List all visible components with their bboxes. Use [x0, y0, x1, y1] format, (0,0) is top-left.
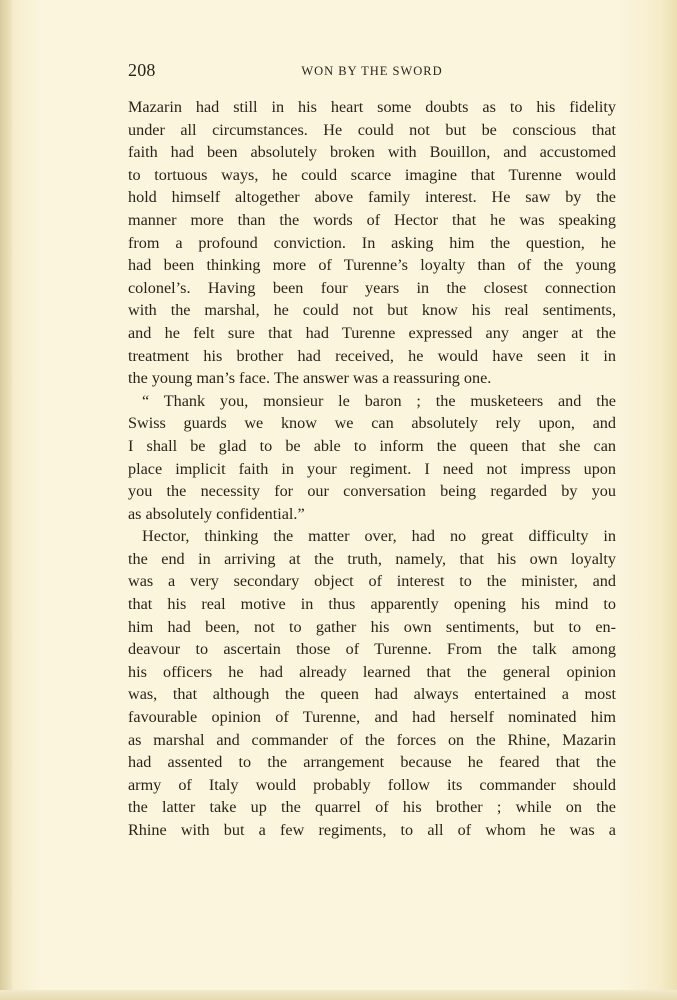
page-binding-edge [0, 0, 12, 1000]
text-line: favourable opinion of Turenne, and had herself nominated him [128, 708, 616, 727]
text-line: the latter take up the quarrel of his brother ; while on the [128, 798, 616, 817]
text-line: was, that although the queen had always entertained a most [128, 685, 616, 704]
text-line: hold himself altogether above family interest. He saw by the [128, 188, 616, 207]
text-line: under all circumstances. He could not but be conscious that [128, 120, 616, 139]
text-line: army of Italy would probably follow its commander should [128, 775, 616, 794]
text-line: Hector, thinking the matter over, had no great difficulty in [142, 527, 616, 546]
text-line: the end in arriving at the truth, namely, that his own loyalty [128, 549, 616, 568]
text-line: “ Thank you, monsieur le baron ; the musketeers and the [142, 391, 616, 410]
text-line: his officers he had already learned that the general opinion [128, 662, 616, 681]
text-line: was a very secondary object of interest to the minister, and [128, 572, 616, 591]
text-line: the young man’s face. The answer was a reassuring one. [128, 369, 492, 388]
text-line: colonel’s. Having been four years in the closest connection [128, 278, 616, 297]
text-line: as marshal and commander of the forces on the Rhine, Mazarin [128, 730, 616, 749]
text-line: deavour to ascertain those of Turenne. From the talk among [128, 640, 616, 659]
page-bottom-edge [0, 990, 677, 1000]
text-line: had been thinking more of Turenne’s loyalty than of the young [128, 256, 616, 275]
text-line: to tortuous ways, he could scarce imagine that Turenne would [128, 165, 616, 184]
text-line: treatment his brother had received, he would have seen it in [128, 346, 616, 365]
text-line: him had been, not to gather his own sentiments, but to en- [128, 617, 616, 636]
text-line: Rhine with but a few regiments, to all of whom he was a [128, 821, 616, 839]
running-title: WON BY THE SWORD [301, 64, 443, 78]
text-line: Mazarin had still in his heart some doubts as to his fidelity [128, 98, 616, 116]
text-line: from a profound conviction. In asking him the question, he [128, 233, 616, 252]
page-number: 208 [128, 60, 156, 80]
text-line: and he felt sure that had Turenne expressed any anger at the [128, 323, 616, 342]
text-line: Swiss guards we know we can absolutely rely upon, and [128, 414, 616, 433]
body-text [128, 96, 616, 842]
text-line: place implicit faith in your regiment. I need not impress upon [128, 459, 616, 478]
text-line: faith had been absolutely broken with Bouillon, and accustomed [128, 143, 616, 162]
text-line: with the marshal, he could not but know his real sentiments, [128, 301, 616, 320]
text-line: as absolutely confidential.” [128, 504, 305, 523]
text-line: that his real motive in thus apparently opening his mind to [128, 595, 616, 614]
page-header [128, 60, 616, 86]
text-line: you the necessity for our conversation being regarded by you [128, 482, 616, 501]
text-line: I shall be glad to be able to inform the queen that she can [128, 436, 616, 455]
text-line: had assented to the arrangement because he feared that the [128, 753, 616, 772]
text-line: manner more than the words of Hector that he was speaking [128, 210, 616, 229]
